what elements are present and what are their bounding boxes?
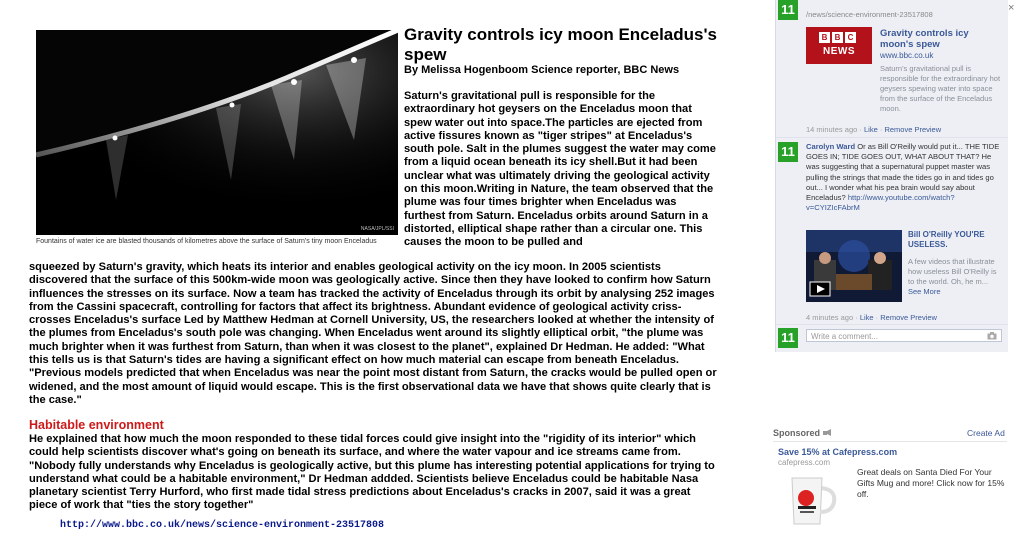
ad-domain: cafepress.com [778,458,831,467]
create-ad-link[interactable]: Create Ad [967,428,1005,438]
comment-like-link[interactable]: Like [859,313,874,322]
comment-meta: 4 minutes ago · Like · Remove Preview [806,313,937,322]
user-avatar-icon: 11 [778,328,798,348]
post-meta: 14 minutes ago · Like · Remove Preview [806,125,942,134]
comment-remove-preview-link[interactable]: Remove Preview [880,313,937,322]
comment-body [806,142,1002,213]
image-credit: NASA/JPL/SSI [360,226,394,232]
see-more-link[interactable]: See More [908,287,941,296]
image-caption: Fountains of water ice are blasted thousands of kilometres above the surface of Saturn's tiny moon Enceladus [36,238,377,245]
post-timestamp: 14 minutes ago [806,125,858,134]
article-paragraph-1: Saturn's gravitational pull is responsible for the extraordinary hot geysers on the Enceladus moon that spew water out into space.The particles are ejected from active fissures known as "tiger stripes" at Enceladus's south pole. Salt in the plumes suggest the water may come from a liquid ocean beneath its icy shell.But it had been unclear what was ultimately driving the geological activity on this moon.Writing in Nature, the team observed that the plume was four times brighter when Enceladus was furthest from Saturn. Enceladus orbits around Saturn in a distorted, elliptical shape rather than a circular one. This causes the moon to be pulled and [404,90,716,249]
commenter-avatar-icon: 11 [778,142,798,162]
comment-divider [776,137,1008,138]
article-paragraph-3: He explained that how much the moon responded to these tidal forces could give insight into the "rigidity of its interior" which could help scientists discover what's going on beneath its surface, and where the water vapour and ice streams came from. "Nobody fully understands why Enceladus is geologically active, but this plume has interesting potential applications for trying to understand what could be a habitable environment," Dr Hedman addded. Scientists believe Enceladus could be habitable Nasa planetary scientist Terry Hurford, who first made tidal stress predictions about Enceladus's cracks in 2007, said it was a great piece of work that "ties the story together" [29,433,715,512]
remove-preview-link[interactable]: Remove Preview [884,125,942,134]
comment-text: Or as Bill O'Reilly would put it... THE TIDE GOES IN; TIDE GOES OUT, WHAT ABOUT THAT? He was suggesting that a supernatural puppet master was pulling the strings that made the tides go in and tides go out... I wonder what his pea brain would say about Enceladus? [806,142,1000,203]
post-reference-url[interactable]: /news/science-environment-23517808 [806,10,933,19]
article-subheading: Habitable environment [29,418,164,432]
write-comment-input[interactable] [806,329,1002,342]
sponsored-icon [823,429,832,436]
ad-divider [773,441,1007,442]
bbc-news-logo: B B C NEWS [806,27,872,64]
comment-link[interactable]: http://www.youtube.com/watch?v=CYIZIcFAbrM [806,193,955,213]
video-title[interactable]: Bill O'Reilly YOU'RE USELESS. [908,230,985,249]
facebook-post-panel [775,0,1008,352]
article-byline: By Melissa Hogenboom Science reporter, BBC News [404,64,680,76]
app-badge-icon: 11 [778,0,798,20]
close-icon[interactable]: × [1008,2,1015,14]
sponsored-label: Sponsored [773,428,832,438]
shared-link-domain[interactable]: www.bbc.co.uk [880,51,934,60]
ad-title[interactable]: Save 15% at Cafepress.com [778,447,898,457]
enceladus-photo [36,30,398,235]
video-thumbnail[interactable] [806,230,902,302]
video-description: A few videos that illustrate how useless Bill O'Reilly is to the world. Oh, he m... See More [908,257,997,296]
shared-link-description: Saturn's gravitational pull is responsible for the extraordinary hot geysers spewing water into space from the surface of the Enceladus moon. [880,64,1001,113]
shared-link-title[interactable]: Gravity controls icy moon's spew [880,28,969,50]
article-paragraph-2: squeezed by Saturn's gravity, which heats its interior and enables geological activity on the icy moon. In 2005 scientists discovered that the surface of this 500km-wide moon was geologically active. Since then they have looked to confirm how Saturn influences the stresses on its surface. Now a team has tracked the activity of Enceladus through its orbit by analysing 252 images from the Cassini spacecraft, controlling for factors that affect its brightness. Abundant evidence of geological activity criss-crosses Enceladus's surface Led by Matthew Hedman at Cornell University, US, the researchers looked at whether the intensity of the plumes from Enceladus's south pole was changing. When Enceladus went around its slightly elliptical orbit, "the plume was much brighter when it was furthest from Saturn, than when it was closest to the planet", explained Dr Hedman. He added: "What this tells us is that Saturn's tides are having a significant effect on how much material can escape from beneath Enceladus. "Previous models predicted that when Enceladus was near the point most distant from Saturn, the cracks would be pulled open or widened, and the most amount of liquid would escape. This is the first observational data we have that shows quite clearly that is the case." [29,261,717,406]
comment-timestamp: 4 minutes ago [806,313,854,322]
bbc-blocks: B B C [819,32,856,43]
camera-icon[interactable] [987,332,997,340]
mug-image[interactable] [778,468,840,530]
write-divider [776,324,1008,325]
comment-author[interactable]: Carolyn Ward [806,142,856,151]
write-comment-placeholder: Write a comment... [811,332,878,341]
ad-text: Great deals on Santa Died For Your Gifts Mug and more! Click now for 15% off. [857,467,1005,499]
source-url[interactable]: http://www.bbc.co.uk/news/science-environment-23517808 [60,520,385,531]
like-link[interactable]: Like [863,125,878,134]
article-title: Gravity controls icy moon Enceladus's spew [404,25,717,64]
